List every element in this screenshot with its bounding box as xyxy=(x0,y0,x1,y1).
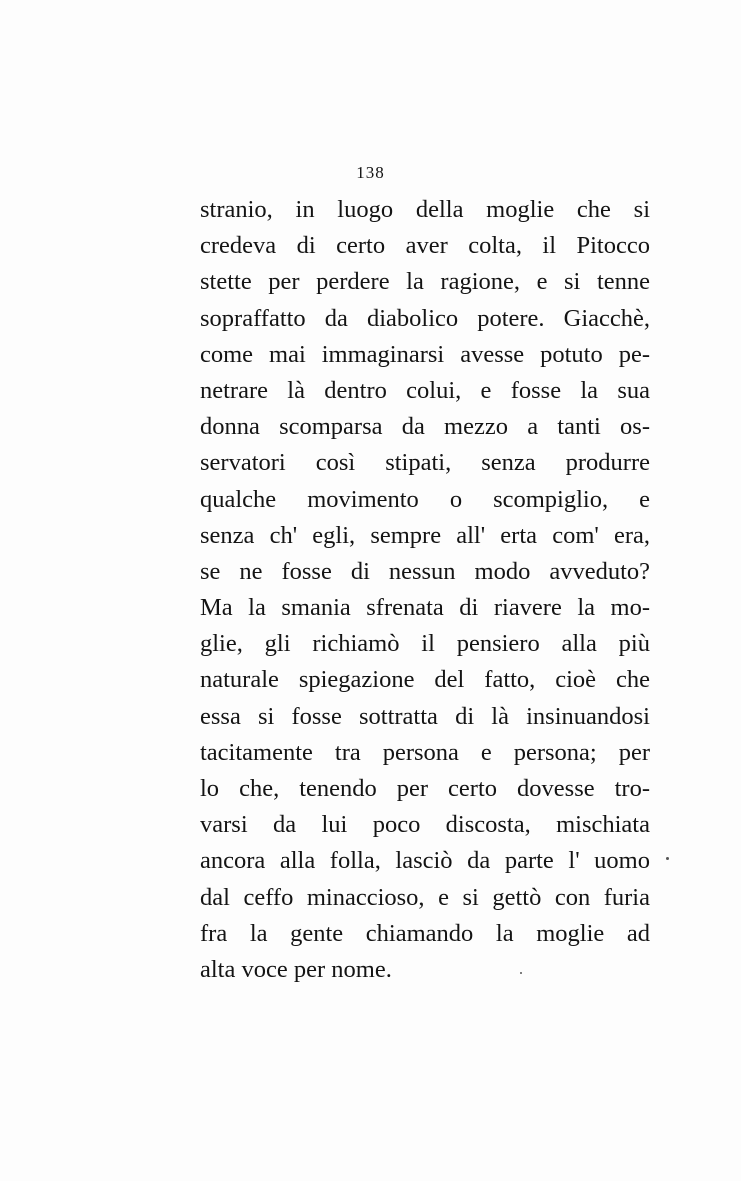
text-line: stette per perdere la ragione, e si tenne xyxy=(200,268,650,296)
text-line: donna scomparsa da mezzo a tanti os- xyxy=(200,413,650,441)
text-line: lo che, tenendo per certo dovesse tro- xyxy=(200,775,650,802)
text-line: stranio, in luogo della moglie che si xyxy=(200,196,650,223)
ink-speck xyxy=(666,857,669,860)
text-line: netrare là dentro colui, e fosse la sua xyxy=(200,376,650,404)
text-line: credeva di certo aver colta, il Pitocco xyxy=(200,232,650,260)
text-line: essa si fosse sottratta di là insinuandosi xyxy=(200,702,650,730)
body-text xyxy=(200,192,650,988)
text-line: senza ch' egli, sempre all' erta com' era, xyxy=(200,521,650,549)
text-line: fra la gente chiamando la moglie ad xyxy=(200,919,650,947)
text-line: se ne fosse di nessun modo avveduto? xyxy=(200,557,650,585)
text-line: ancora alla folla, lasciò da parte l' uomo xyxy=(200,847,650,875)
text-line: varsi da lui poco discosta, mischiata xyxy=(200,811,650,839)
text-line: Ma la smania sfrenata di riavere la mo- xyxy=(200,594,650,622)
text-line: glie, gli richiamò il pensiero alla più xyxy=(200,630,650,658)
text-line: tacitamente tra persona e persona; per xyxy=(200,738,650,766)
text-line: servatori così stipati, senza produrre xyxy=(200,449,650,477)
text-line: dal ceffo minaccioso, e si gettò con furia xyxy=(200,883,650,911)
page-number: 138 xyxy=(356,163,385,182)
text-line: sopraffatto da diabolico potere. Giacchè, xyxy=(200,304,650,332)
text-line: qualche movimento o scompiglio, e xyxy=(200,485,650,513)
text-line: come mai immaginarsi avesse potuto pe- xyxy=(200,340,650,368)
text-line-last: alta voce per nome. xyxy=(200,955,392,983)
ink-speck xyxy=(520,972,522,974)
text-line: naturale spiegazione del fatto, cioè che xyxy=(200,666,650,694)
